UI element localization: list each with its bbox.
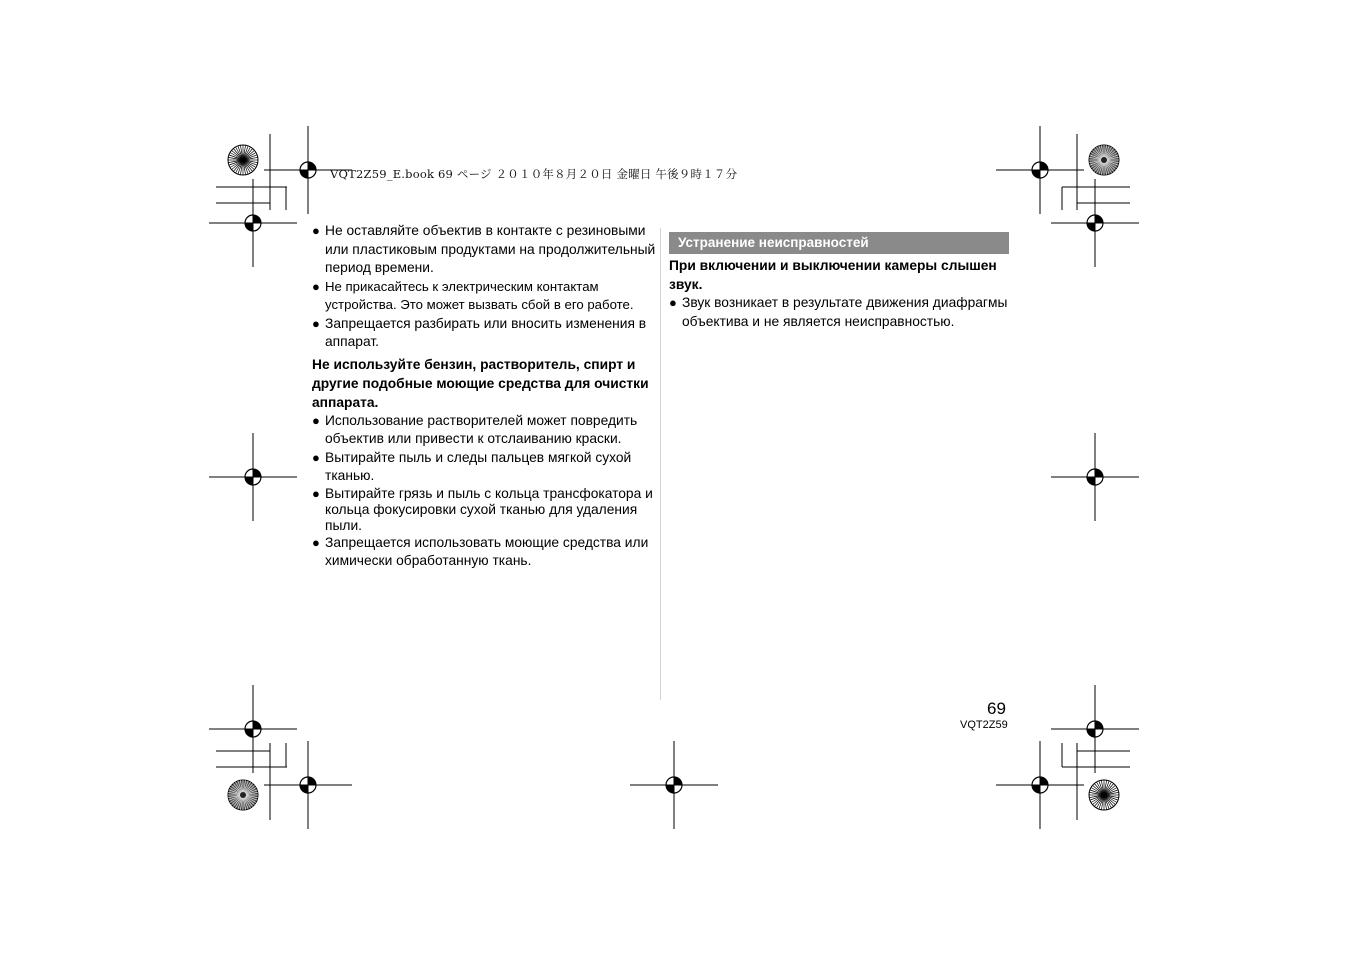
list-item: ● Использование растворителей может повредить объектив или привести к отслаиванию краски. [312, 412, 638, 446]
answer-list [669, 294, 1009, 331]
bullet-icon: ● [312, 412, 320, 428]
list-item: ● Запрещается использовать моющие средства или химически обработанную ткань. [312, 534, 649, 568]
bullet-icon: ● [669, 295, 677, 310]
starburst-target-icon [1089, 780, 1119, 810]
starburst-target-icon [228, 145, 258, 175]
starburst-target-icon [1089, 145, 1119, 175]
bullet-icon: ● [312, 534, 320, 550]
bullet-icon: ● [312, 485, 320, 501]
section-title-bar: Устранение неисправностей [669, 232, 1009, 254]
list-item: ● Вытирайте грязь и пыль с кольца трансфокатора и кольца фокусировки сухой тканью для удаления пыли. [312, 485, 653, 533]
right-column [669, 232, 1009, 331]
bullet-icon: ● [312, 449, 320, 465]
list-item: ● Вытирайте пыль и следы пальцев мягкой сухой тканью. [312, 449, 632, 483]
bullet-list-care [312, 222, 657, 352]
bullet-icon: ● [312, 315, 320, 331]
troubleshoot-question: При включении и выключении камеры слышен звук. [669, 258, 997, 292]
page-number: 69 [987, 699, 1006, 718]
doc-code: VQT2Z59 [960, 719, 1008, 731]
list-item: ● Звук возникает в результате движения диафрагмы объектива и не является неисправностью. [669, 295, 1008, 329]
cleaning-warning: Не используйте бензин, растворитель, спирт и другие подобные моющие средства для очистки аппарата. [312, 356, 649, 410]
list-item: ● Не прикасайтесь к электрическим контактам устройства. Это может вызвать сбой в его работе. [312, 278, 634, 312]
bullet-icon: ● [312, 223, 320, 238]
list-item: ● Не оставляйте объектив в контакте с резиновыми или пластиковым продуктами на продолжительный период времени. [312, 223, 656, 275]
starburst-target-icon [228, 780, 258, 810]
bullet-icon: ● [312, 278, 320, 294]
book-header-line: VQT2Z59_E.book 69 ページ ２０１０年８月２０日 金曜日 午後９時１７分 [330, 167, 738, 181]
list-item: ● Запрещается разбирать или вносить изменения в аппарат. [312, 315, 647, 349]
bullet-list-cleaning [312, 412, 657, 571]
column-divider [660, 228, 661, 700]
left-column [312, 222, 657, 571]
